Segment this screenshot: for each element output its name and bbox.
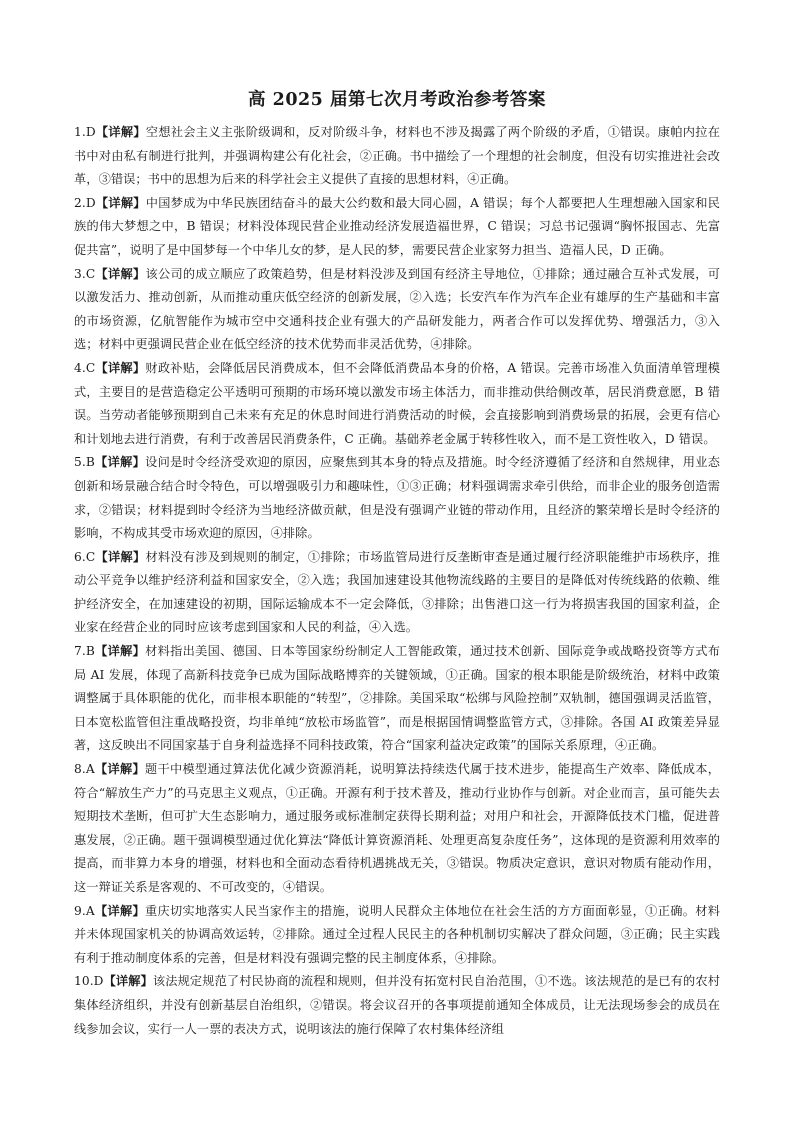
detail-tag: 【详解】 (94, 644, 146, 659)
answer-number: 7.B (74, 644, 95, 659)
answer-text: 空想社会主义主张阶级调和，反对阶级斗争，材料也不涉及揭露了两个阶级的矛盾，①错误。康帕内拉在书中对由私有制进行批判，并强调构建公有化社会，②正确。书中描绘了一个理想的社会制度，但没有切实推进社会改革，③错误；书中的思想为后来的科学社会主义提供了直接的思想材料，④正确。 (74, 125, 720, 187)
answer-item (74, 263, 720, 357)
answer-item (74, 546, 720, 640)
answer-item (74, 758, 720, 900)
answer-item (74, 192, 720, 263)
answer-item (74, 900, 720, 971)
answer-text: 题干中模型通过算法优化减少资源消耗，说明算法持续迭代属于技术进步，能提高生产效率、降低成本，符合“解放生产力”的马克思主义观点，①正确。开源有利于技术普及，推动行业协作与创新。对企业而言，虽可能失去短期技术垄断，但可扩大生态影响力，通过服务或标准制定获得长期利益；对用户和社会，开源降低技术门槛，促进普惠发展，②正确。题干强调模型通过优化算法“降低计算资源消耗、处理更高复杂度任务”，这体现的是资源利用效率的提高，而非算力本身的增强，材料也和全面动态看待机遇挑战无关，③错误。物质决定意识，意识对物质有能动作用，这一辩证关系是客观的、不可改变的，④错误。 (74, 762, 720, 894)
answer-item (74, 451, 720, 545)
answer-text: 设问是时令经济受欢迎的原因，应聚焦到其本身的特点及措施。时令经济遵循了经济和自然规律，用业态创新和场景融合结合时令特色，可以增强吸引力和趣味性，①③正确；材料强调需求牵引供给，而非企业的服务创造需求，②错误；材料提到时令经济为当地经济做贡献，但是没有强调产业链的带动作用，且经济的繁荣增长是时令经济的影响，不构成其受市场欢迎的原因，④排除。 (74, 455, 720, 541)
answer-text: 该公司的成立顺应了政策趋势，但是材料没涉及到国有经济主导地位，①排除；通过融合互补式发展，可以激发活力、推动创新，从而推动重庆低空经济的创新发展，②入选；长安汽车作为汽车企业有雄厚的生产基础和丰富的市场资源，亿航智能作为城市空中交通科技企业有强大的产品研发能力，两者合作可以发挥优势、增强活力，③入选；材料中更强调民营企业在低空经济的技术优势而非灵活优势，④排除。 (74, 266, 720, 352)
answer-text: 该法规定规范了村民协商的流程和规则，但并没有拓宽村民自治范围，①不选。该法规范的是已有的农村集体经济组织，并没有创新基层自治组织，②错误。将会议召开的各事项提前通知全体成员，让无法现场参会的成员在线参加会议，实行一人一票的表决方式，说明该法的施行保障了农村集体经济组 (74, 974, 720, 1036)
answer-number: 10.D (74, 974, 104, 989)
answer-text: 财政补贴，会降低居民消费成本，但不会降低消费品本身的价格，A 错误。完善市场准入负面清单管理模式，主要目的是营造稳定公平透明可预期的市场环境以激发市场主体活力，而非推动供给侧改革，居民消费意愿，B 错误。当劳动者能够预期到自己未来有充足的休息时间进行消费活动的时候，会直接影响到消费场景的拓展，会更有信心和计划地去进行消费，有利于改善居民消费条件，C 正确。基础养老金属于转移性收入，而不是工资性收入，D 错误。 (74, 360, 721, 446)
answer-number: 6.C (74, 549, 96, 564)
detail-tag: 【详解】 (94, 762, 145, 777)
answer-text: 重庆切实地落实人民当家作主的措施，说明人民群众主体地位在社会生活的方方面面彰显，①正确。材料并未体现国家机关的协调高效运转，②排除。通过全过程人民民主的各种机制切实解决了群众问题，③正确；民主实践有利于推动制度体系的完善，但是材料没有强调完整的民主制度体系，④排除。 (74, 903, 720, 965)
answer-item (74, 121, 720, 192)
detail-tag: 【详解】 (95, 125, 146, 139)
answer-number: 1.D (74, 125, 96, 139)
detail-tag: 【详解】 (94, 903, 145, 918)
answer-item (74, 970, 720, 1041)
answer-text: 材料指出美国、德国、日本等国家纷纷制定人工智能政策，通过技术创新、国际竞争或战略投资等方式布局 AI 发展，体现了高新科技竞争已成为国际战略博弈的关键领域，①正确。国家的根本职能是阶级统治，材料中政策调整属于具体职能的优化，而非根本职能的“转型”，②排除。美国采取“松绑与风险控制”双轨制，德国强调灵活监管，日本宽松监管但注重战略投资，均非单纯“放松市场监管”，而是根据国情调整监管方式，③排除。各国 AI 政策差异显著，这反映出不同国家基于自身利益选择不同科技政策，符合“国家利益决定政策”的国际关系原理，④正确。 (74, 644, 720, 753)
answer-item (74, 640, 720, 758)
answer-text: 材料没有涉及到规则的制定，①排除；市场监管局进行反垄断审查是通过履行经济职能维护市场秩序，推动公平竞争以维护经济利益和国家安全，②入选；我国加速建设其他物流线路的主要目的是降低对传统线路的依赖、维护经济安全，在加速建设的初期，国际运输成本不一定会降低，③排除；出售港口这一行为将损害我国的国家利益，企业家在经营企业的同时应该考虑到国家和人民的利益，④入选。 (74, 549, 720, 635)
answer-number: 4.C (74, 360, 96, 375)
answer-number: 2.D (74, 195, 96, 210)
detail-tag: 【详解】 (95, 266, 146, 281)
detail-tag: 【详解】 (103, 974, 153, 989)
detail-tag: 【详解】 (95, 360, 146, 375)
answer-item (74, 357, 720, 451)
detail-tag: 【详解】 (95, 195, 146, 210)
detail-tag: 【详解】 (94, 455, 146, 470)
answer-text: 中国梦成为中华民族团结奋斗的最大公约数和最大同心圆，A 错误；每个人都要把人生理想融入国家和民族的伟大梦想之中，B 错误；材料没体现民营企业推动经济发展造福世界，C 错误；习总书记强调“胸怀报国志、先富促共富”，说明了是中国梦每一个中华儿女的梦，是人民的梦，需要民营企业家努力担当、造福人民，D 正确。 (74, 195, 721, 257)
answer-number: 8.A (74, 762, 95, 777)
answer-list (74, 121, 720, 1041)
answer-number: 3.C (74, 266, 96, 281)
answer-number: 9.A (74, 903, 95, 918)
detail-tag: 【详解】 (95, 549, 146, 564)
answer-number: 5.B (74, 455, 95, 470)
page-title: 高 2025 届第七次月考政治参考答案 (248, 90, 546, 110)
